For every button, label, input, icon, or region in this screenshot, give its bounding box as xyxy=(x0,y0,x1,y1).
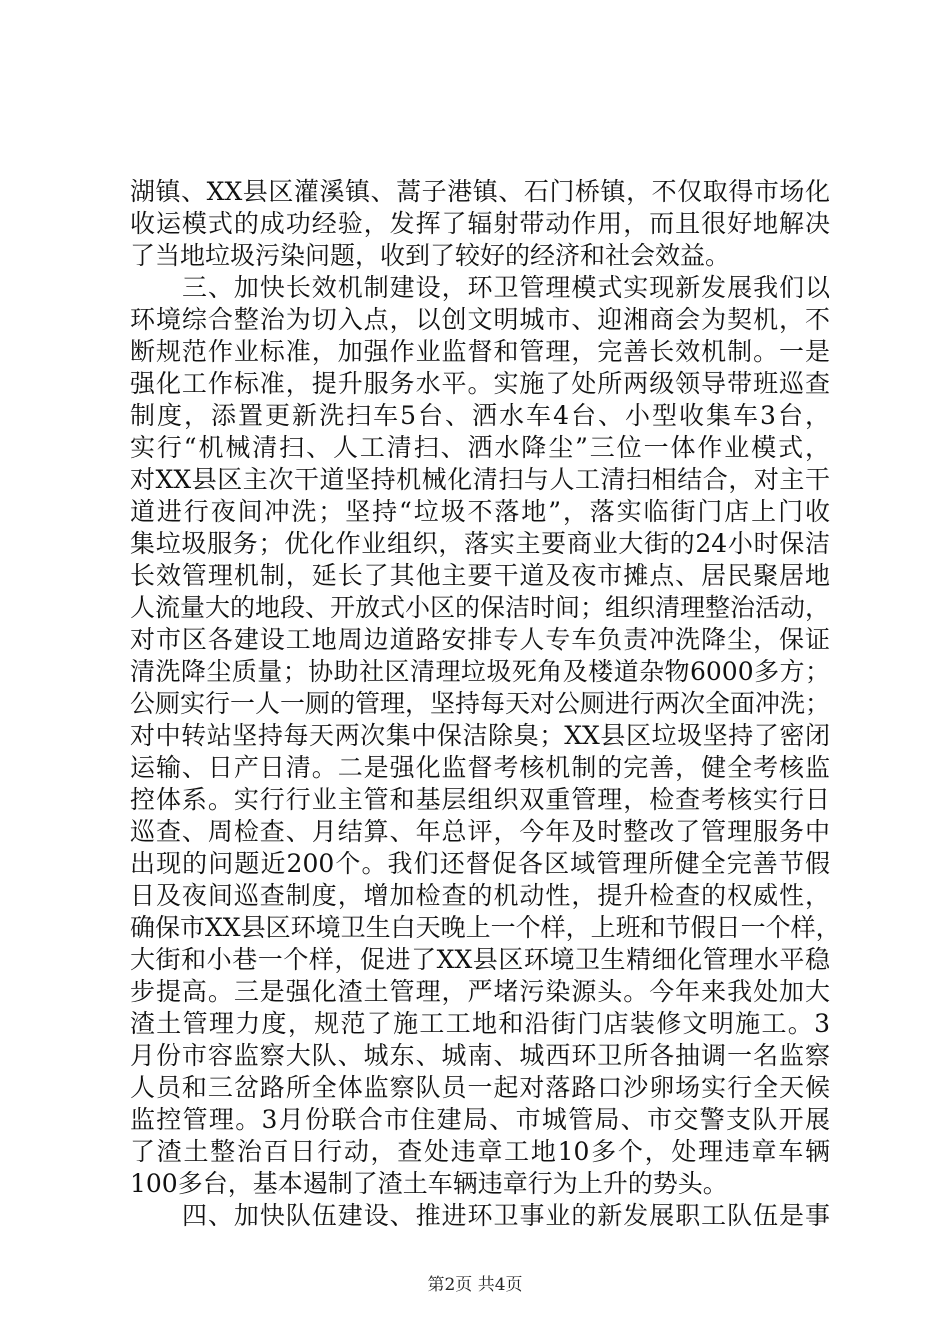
document-body xyxy=(130,176,841,1232)
text-line: 了当地垃圾污染问题，收到了较好的经济和社会效益。 xyxy=(130,241,731,270)
text-line: 渣土管理力度，规范了施工工地和沿街门店装修文明施工。3 xyxy=(130,1009,830,1038)
text-line: 步提高。三是强化渣土管理，严堵污染源头。今年来我处加大 xyxy=(130,977,830,1006)
text-line: 日及夜间巡查制度，增加检查的机动性，提升检查的权威性， xyxy=(130,881,830,910)
text-line: 收运模式的成功经验，发挥了辐射带动作用，而且很好地解决 xyxy=(130,209,830,238)
text-line: 道进行夜间冲洗；坚持“垃圾不落地”，落实临街门店上门收 xyxy=(130,497,830,526)
text-line: 对XX县区主次干道坚持机械化清扫与人工清扫相结合，对主干 xyxy=(130,465,830,494)
text-line: 巡查、周检查、月结算、年总评，今年及时整改了管理服务中 xyxy=(130,817,830,846)
page-footer: 第2页 共4页 xyxy=(427,1275,523,1295)
text-line: 对中转站坚持每天两次集中保洁除臭；XX县区垃圾坚持了密闭 xyxy=(130,721,830,750)
text-line: 人流量大的地段、开放式小区的保洁时间；组织清理整治活动， xyxy=(130,593,831,622)
text-line: 对市区各建设工地周边道路安排专人专车负责冲洗降尘，保证 xyxy=(130,625,830,654)
text-line: 人员和三岔路所全体监察队员一起对落路口沙卵场实行全天候 xyxy=(130,1073,830,1102)
text-line: 公厕实行一人一厕的管理，坚持每天对公厕进行两次全面冲洗； xyxy=(130,689,831,718)
text-line: 清洗降尘质量；协助社区清理垃圾死角及楼道杂物6000多方； xyxy=(130,657,830,686)
text-line: 集垃圾服务；优化作业组织，落实主要商业大街的24小时保洁 xyxy=(130,529,830,558)
text-line: 环境综合整治为切入点，以创文明城市、迎湘商会为契机，不 xyxy=(130,305,830,334)
text-line: 月份市容监察大队、城东、城南、城西环卫所各抽调一名监察 xyxy=(130,1041,830,1070)
text-line: 长效管理机制，延长了其他主要干道及夜市摊点、居民聚居地 xyxy=(130,561,830,590)
text-line: 制度，添置更新洗扫车5台、洒水车4台、小型收集车3台， xyxy=(130,401,830,430)
text-line: 强化工作标准，提升服务水平。实施了处所两级领导带班巡查 xyxy=(130,369,830,398)
text-line: 运输、日产日清。二是强化监督考核机制的完善，健全考核监 xyxy=(130,753,830,782)
text-line: 实行“机械清扫、人工清扫、洒水降尘”三位一体作业模式， xyxy=(130,433,830,462)
text-line: 三、加快长效机制建设，环卫管理模式实现新发展我们以 xyxy=(182,273,830,302)
text-line: 100多台，基本遏制了渣土车辆违章行为上升的势头。 xyxy=(130,1169,728,1198)
text-line: 断规范作业标准，加强作业监督和管理，完善长效机制。一是 xyxy=(130,337,830,366)
text-line: 出现的问题近200个。我们还督促各区域管理所健全完善节假 xyxy=(130,849,830,878)
text-line: 确保市XX县区环境卫生白天晚上一个样，上班和节假日一个样， xyxy=(130,913,841,942)
text-line: 监控管理。3月份联合市住建局、市城管局、市交警支队开展 xyxy=(130,1105,830,1134)
text-line: 四、加快队伍建设、推进环卫事业的新发展职工队伍是事 xyxy=(182,1201,830,1230)
text-line: 大街和小巷一个样，促进了XX县区环境卫生精细化管理水平稳 xyxy=(130,945,830,974)
text-line: 控体系。实行行业主管和基层组织双重管理，检查考核实行日 xyxy=(130,785,830,814)
text-line: 了渣土整治百日行动，查处违章工地10多个，处理违章车辆 xyxy=(130,1137,830,1166)
text-line: 湖镇、XX县区灌溪镇、蒿子港镇、石门桥镇，不仅取得市场化 xyxy=(130,177,830,206)
